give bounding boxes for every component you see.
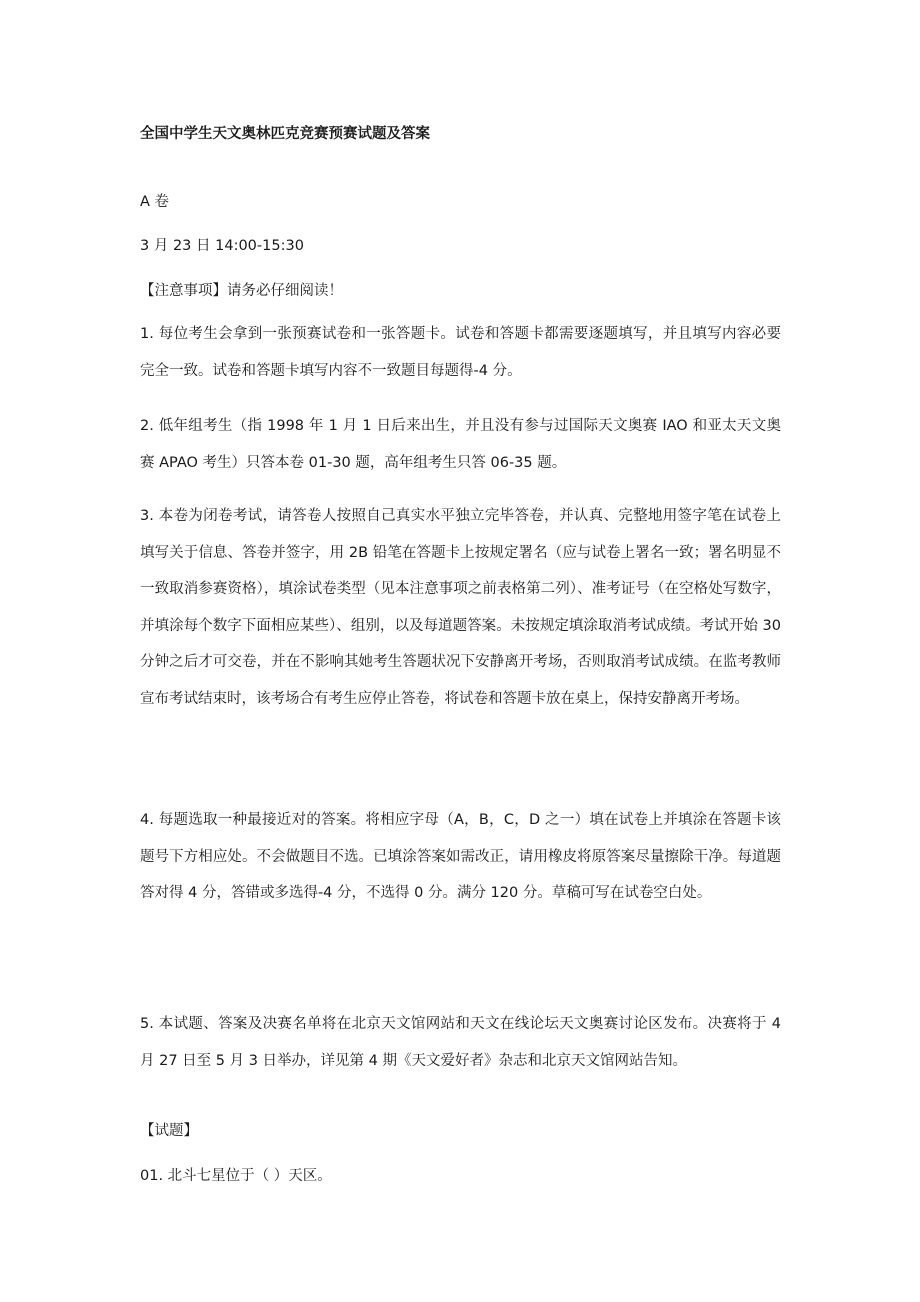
exam-datetime: 3 月 23 日 14:00-15:30 [140,238,304,254]
questions-heading: 【试题】 [140,1123,198,1139]
notice-item-3: 3. 本卷为闭卷考试，请答卷人按照自己真实水平独立完毕答卷，并认真、完整地用签字笔在试卷上填写关于信息、答卷并签字，用 2B 铅笔在答题卡上按规定署名（应与试卷上署名一致；署名明显不一致取消参赛资格），填涂试卷类型（见本注意事项之前表格第二列）、准考证号（在空格处写数字，并填涂每个数字下面相应某些）、组别，以及每道题答案。未按规定填涂取消考试成绩。考试开始 30 分钟之后才可交卷，并在不影响其她考生答题状况下安静离开考场，否则取消考试成绩。在监考教师宣布考试结束时，该考场合有考生应停止答卷，将试卷和答题卡放在桌上，保持安静离开考场。 [140,508,781,707]
document-title: 全国中学生天文奥林匹克竞赛预赛试题及答案 [140,126,430,142]
paper-label: A 卷 [140,194,170,210]
notice-heading: 【注意事项】请务必仔细阅读！ [140,283,343,299]
notice-item-1: 1. 每位考生会拿到一张预赛试卷和一张答题卡。试卷和答题卡都需要逐题填写，并且填写内容必要完全一致。试卷和答题卡填写内容不一致题目每题得-4 分。 [140,326,781,379]
notice-item-2: 2. 低年组考生（指 1998 年 1 月 1 日后来出生，并且没有参与过国际天文奥赛 IAO 和亚太天文奥赛 APAO 考生）只答本卷 01-30 题，高年组考生只答 06-35 题。 [140,418,781,471]
question-01: 01. 北斗七星位于（ ）天区。 [140,1168,332,1184]
notice-item-5: 5. 本试题、答案及决赛名单将在北京天文馆网站和天文在线论坛天文奥赛讨论区发布。决赛将于 4 月 27 日至 5 月 3 日举办，详见第 4 期《天文爱好者》杂志和北京天文馆网站告知。 [140,1016,781,1069]
notice-item-4: 4. 每题选取一种最接近对的答案。将相应字母（A，B，C，D 之一）填在试卷上并填涂在答题卡该题号下方相应处。不会做题目不选。已填涂答案如需改正，请用橡皮将原答案尽量擦除干净。每道题答对得 4 分，答错或多选得-4 分，不选得 0 分。满分 120 分。草稿可写在试卷空白处。 [140,812,781,901]
